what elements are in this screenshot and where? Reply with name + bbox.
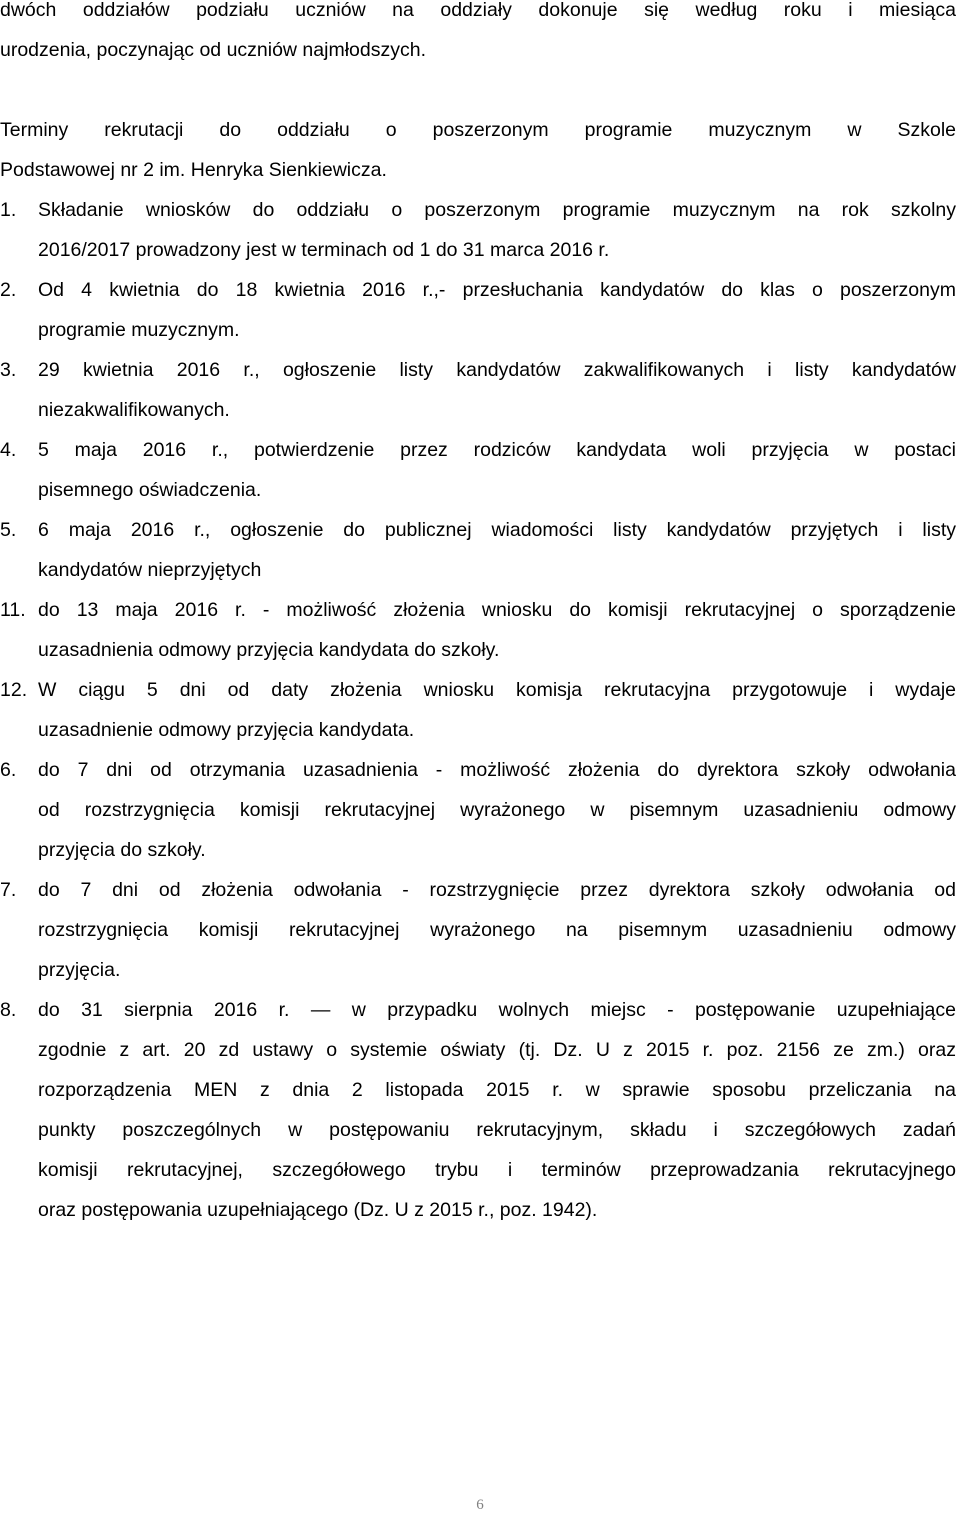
item-line: Od 4 kwietnia do 18 kwietnia 2016 r.,- przesłuchania kandydatów do klas o poszerzonym — [38, 279, 956, 301]
item-number: 1. — [0, 199, 17, 221]
intro-line: urodzenia, poczynając od uczniów najmłodszych. — [0, 39, 426, 61]
item-number: 8. — [0, 999, 17, 1021]
heading-line: Podstawowej nr 2 im. Henryka Sienkiewicza. — [0, 159, 387, 181]
item-text — [38, 750, 956, 870]
list-item — [0, 190, 956, 270]
item-line: zgodnie z art. 20 zd ustawy o systemie oświaty (tj. Dz. U z 2015 r. poz. 2156 ze zm.) oraz — [38, 1039, 956, 1061]
item-number: 2. — [0, 279, 17, 301]
item-line: do 13 maja 2016 r. - możliwość złożenia wniosku do komisji rekrutacyjnej o sporządzenie — [38, 599, 956, 621]
recruitment-heading — [0, 110, 956, 190]
item-line: uzasadnienie odmowy przyjęcia kandydata. — [38, 719, 415, 741]
list-item — [0, 870, 956, 990]
item-number: 3. — [0, 359, 17, 381]
item-line: 5 maja 2016 r., potwierdzenie przez rodziców kandydata woli przyjęcia w postaci — [38, 439, 956, 461]
item-line: niezakwalifikowanych. — [38, 399, 230, 421]
item-text — [38, 670, 956, 750]
list-item — [0, 750, 956, 870]
item-line: przyjęcia. — [38, 959, 121, 981]
item-text — [38, 990, 956, 1230]
item-line: przyjęcia do szkoły. — [38, 839, 206, 861]
intro-line: dwóch oddziałów podziału uczniów na oddziały dokonuje się według roku i miesiąca — [0, 0, 956, 21]
list-item — [0, 350, 956, 430]
item-line: do 7 dni od złożenia odwołania - rozstrzygnięcie przez dyrektora szkoły odwołania od — [38, 879, 956, 901]
list-item — [0, 990, 956, 1230]
item-line: kandydatów nieprzyjętych — [38, 559, 262, 581]
item-number: 4. — [0, 439, 17, 461]
item-line: punkty poszczególnych w postępowaniu rekrutacyjnym, składu i szczegółowych zadań — [38, 1119, 956, 1141]
item-line: pisemnego oświadczenia. — [38, 479, 262, 501]
list-item — [0, 430, 956, 510]
list-item — [0, 270, 956, 350]
item-text — [38, 430, 956, 510]
item-line: programie muzycznym. — [38, 319, 240, 341]
item-text — [38, 350, 956, 430]
item-line: rozporządzenia MEN z dnia 2 listopada 2015 r. w sprawie sposobu przeliczania na — [38, 1079, 956, 1101]
item-line: uzasadnienia odmowy przyjęcia kandydata do szkoły. — [38, 639, 500, 661]
list-item — [0, 670, 956, 750]
item-number: 5. — [0, 519, 17, 541]
item-line: 6 maja 2016 r., ogłoszenie do publicznej wiadomości listy kandydatów przyjętych i listy — [38, 519, 956, 541]
intro-paragraph — [0, 0, 956, 70]
item-number: 6. — [0, 759, 17, 781]
item-number: 7. — [0, 879, 17, 901]
item-number: 12. — [0, 679, 28, 701]
item-line: komisji rekrutacyjnej, szczegółowego trybu i terminów przeprowadzania rekrutacyjnego — [38, 1159, 956, 1181]
item-text — [38, 510, 956, 590]
item-line: rozstrzygnięcia komisji rekrutacyjnej wyrażonego na pisemnym uzasadnieniu odmowy — [38, 919, 956, 941]
item-text — [38, 870, 956, 990]
item-line: od rozstrzygnięcia komisji rekrutacyjnej wyrażonego w pisemnym uzasadnieniu odmowy — [38, 799, 956, 821]
item-text — [38, 590, 956, 670]
item-number: 11. — [0, 599, 26, 621]
item-line: Składanie wniosków do oddziału o poszerzonym programie muzycznym na rok szkolny — [38, 199, 956, 221]
page-number: 6 — [476, 1497, 484, 1513]
list-item — [0, 510, 956, 590]
item-text — [38, 270, 956, 350]
list-item — [0, 590, 956, 670]
item-line: do 31 sierpnia 2016 r. — w przypadku wolnych miejsc - postępowanie uzupełniające — [38, 999, 956, 1021]
item-text — [38, 190, 956, 270]
item-line: oraz postępowania uzupełniającego (Dz. U z 2015 r., poz. 1942). — [38, 1199, 598, 1221]
item-line: 29 kwietnia 2016 r., ogłoszenie listy kandydatów zakwalifikowanych i listy kandydatów — [38, 359, 956, 381]
item-line: 2016/2017 prowadzony jest w terminach od 1 do 31 marca 2016 r. — [38, 239, 610, 261]
heading-line: Terminy rekrutacji do oddziału o poszerzonym programie muzycznym w Szkole — [0, 119, 956, 141]
item-line: W ciągu 5 dni od daty złożenia wniosku komisja rekrutacyjna przygotowuje i wydaje — [38, 679, 956, 701]
item-line: do 7 dni od otrzymania uzasadnienia - możliwość złożenia do dyrektora szkoły odwołania — [38, 759, 956, 781]
